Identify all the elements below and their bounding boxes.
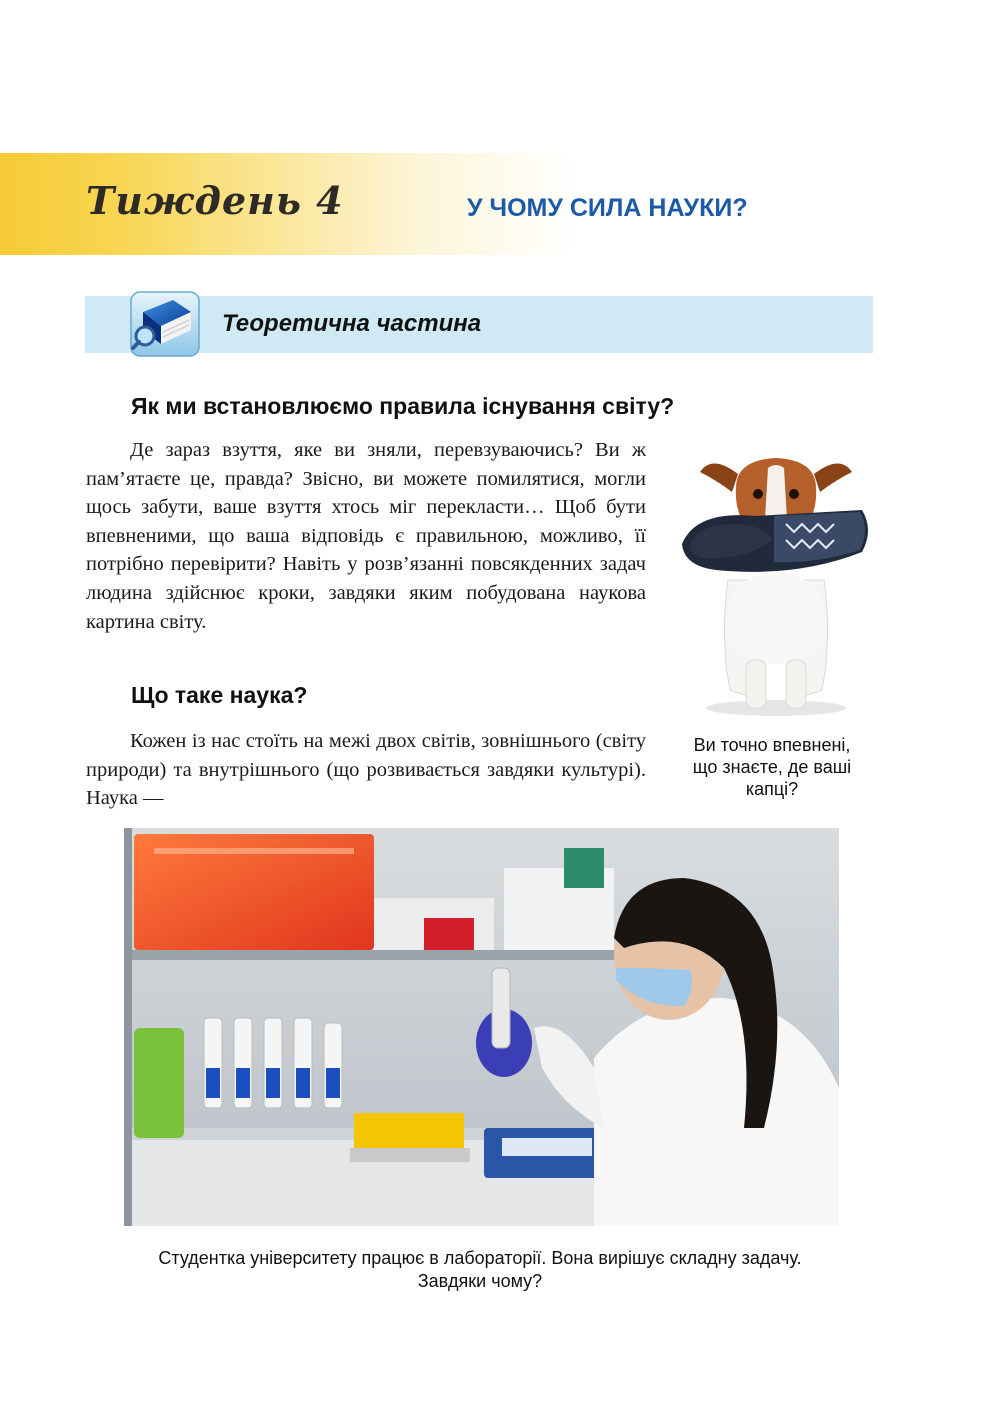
dog-caption-line: що знаєте, де ваші xyxy=(692,757,852,777)
week-topic: У ЧОМУ СИЛА НАУКИ? xyxy=(467,194,748,222)
week-title: Тиждень 4 xyxy=(86,178,344,223)
section-title: Теоретична частина xyxy=(222,310,482,337)
heading-rules-of-world: Як ми встановлюємо правила існування світу? xyxy=(131,393,675,419)
lab-caption-line: Студентка університету працює в лабораторії. Вона вирішує складну задачу. xyxy=(158,1248,802,1268)
dog-with-slipper-image xyxy=(676,440,876,718)
paragraph-shoes: Де зараз взуття, яке ви зняли, перевзуваючись? Ви ж пам’ятаєте це, правда? Звісно, ви можете помилятися, могли щось забути, ваше взуття хтось міг перекласти… Щоб бути впевненими, що ваша відповідь є правильною, можливо, її потрібно перевірити? Навіть у розв’язанні повсякденних задач людина здійснює кроки, завдяки яким побудована наукова картина світу. xyxy=(86,439,646,633)
heading-what-is-science: Що таке наука? xyxy=(131,682,308,708)
lab-caption-line: Завдяки чому? xyxy=(417,1271,543,1291)
dog-figure-caption xyxy=(672,734,872,800)
laboratory-photo xyxy=(124,828,839,1226)
book-icon xyxy=(129,290,201,358)
dog-caption-line: капці? xyxy=(745,779,799,799)
lab-figure-caption xyxy=(100,1247,860,1293)
paragraph-science: Кожен із нас стоїть на межі двох світів, зовнішнього (світу природи) та внутрішнього (що розвивається завдяки культурі). Наука — xyxy=(86,730,646,810)
dog-caption-line: Ви точно впевнені, xyxy=(693,735,851,755)
